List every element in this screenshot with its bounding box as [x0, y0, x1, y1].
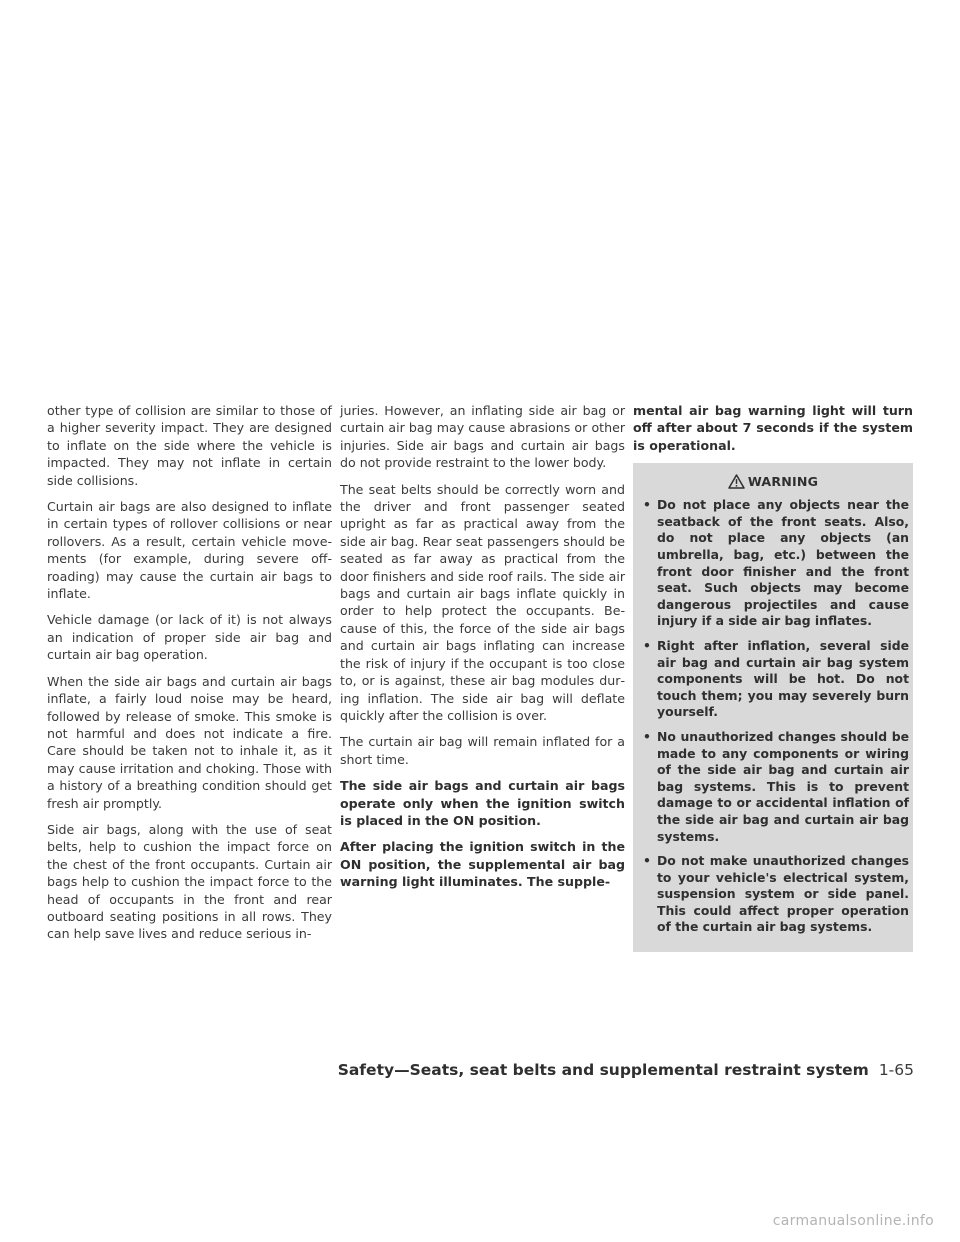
paragraph: The curtain air bag will remain inflated for a short time.: [340, 734, 625, 767]
warning-header: [637, 469, 909, 493]
paragraph: other type of collision are similar to those of a higher severity impact. They are designed to inflate on the side where the vehicle is impacted. They may not inflate in certain side collisions.: [47, 403, 332, 488]
paragraph: Vehicle damage (or lack of it) is not always an indication of proper side air bag and curtain air bag operation.: [47, 612, 332, 663]
warning-title: WARNING: [747, 473, 819, 489]
warning-list: [637, 497, 909, 936]
paragraph: juries. However, an inflating side air bag or curtain air bag may cause abrasions or other injuries. Side air bags and curtain air bags do not provide restraint to the lower body.: [340, 403, 625, 471]
bold-paragraph: mental air bag warning light will turn off after about 7 seconds if the system is operational.: [633, 403, 913, 453]
watermark: carmanualsonline.info: [772, 1213, 934, 1229]
warning-triangle-icon: [728, 474, 745, 489]
bold-paragraph: The side air bags and curtain air bags operate only when the ignition switch is placed in the ON position.: [340, 778, 625, 828]
section-title: Safety—Seats, seat belts and supplemental restraint system: [337, 1061, 869, 1079]
page-footer: [338, 1061, 914, 1079]
warning-box: [633, 463, 913, 952]
text-column-3: [633, 402, 913, 952]
warning-item: • No unauthorized changes should be made to any components or wiring of the side air bag and curtain air bag systems. This is to prevent damage to or accidental inflation of the side air bag and curtain air bag systems.: [637, 729, 909, 845]
text-column-2: [340, 402, 625, 900]
page-number: 1-65: [878, 1061, 914, 1079]
text-column-1: [47, 402, 332, 952]
warning-item: • Do not place any objects near the seatback of the front seats. Also, do not place any objects (an umbrella, bag, etc.) between the front door finisher and the front seat. Such objects may become dangerous projectiles and cause injury if a side air bag inflates.: [637, 497, 909, 630]
paragraph: The seat belts should be correctly worn and the driver and front passenger seated upright as far as practical away from the side air bag. Rear seat passengers should be seated as far away as practical from the door finishers and side roof rails. The side air bags and curtain air bags inflate quickly in order to help protect the occupants. Because of this, the force of the side air bags and curtain air bags inflating can increase the risk of injury if the occupant is too close to, or is against, these air bag modules during inflation. The side air bag will deflate quickly after the collision is over.: [340, 481, 625, 723]
warning-item: • Do not make unauthorized changes to your vehicle's electrical system, suspension system or side panel. This could affect proper operation of the curtain air bag systems.: [637, 853, 909, 936]
bold-paragraph: After placing the ignition switch in the ON position, the supplemental air bag warning light illuminates. The supple-: [340, 839, 625, 890]
paragraph: Curtain air bags are also designed to inflate in certain types of rollover collisions or near rollovers. As a result, certain vehicle movements (for example, during severe off-roading) may cause the curtain air bags to inflate.: [47, 499, 332, 602]
paragraph: Side air bags, along with the use of seat belts, help to cushion the impact force on the chest of the front occupants. Curtain air bags help to cushion the impact force to the head of occupants in the front and rear outboard seating positions in all rows. They can help save lives and reduce serious in-: [47, 821, 332, 942]
warning-item: • Right after inflation, several side air bag and curtain air bag system components will be hot. Do not touch them; you may severely burn yourself.: [637, 638, 909, 721]
paragraph: When the side air bags and curtain air bags inflate, a fairly loud noise may be heard, followed by release of smoke. This smoke is not harmful and does not indicate a fire. Care should be taken not to inhale it, as it may cause irritation and choking. Those with a history of a breathing condition should get fresh air promptly.: [47, 673, 332, 811]
